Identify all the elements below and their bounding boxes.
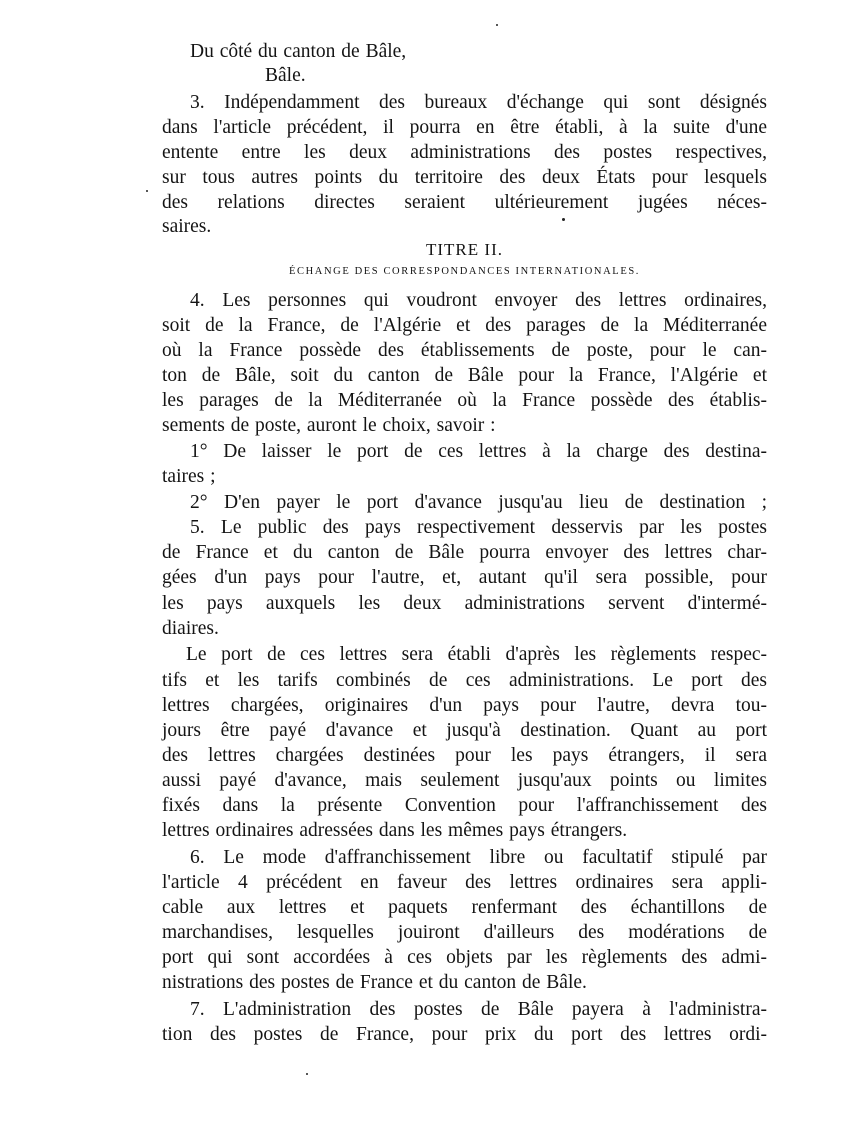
text-line: taires ; — [162, 466, 216, 487]
text-line: l'article 4 précédent en faveur des lettres ordinaires sera appli- — [162, 872, 767, 893]
text-line: soit de la France, de l'Algérie et des parages de la Méditerranée — [162, 315, 767, 336]
text-line: sements de poste, auront le choix, savoir : — [162, 415, 496, 436]
text-line: nistrations des postes de France et du canton de Bâle. — [162, 972, 587, 993]
text-line: 4. Les personnes qui voudront envoyer des lettres ordinaires, — [190, 290, 767, 311]
text-line: Bâle. — [265, 65, 306, 86]
text-line: Le port de ces lettres sera établi d'après les règlements respec- — [186, 644, 767, 665]
text-line: saires. — [162, 216, 212, 237]
text-line: entente entre les deux administrations des postes respectives, — [162, 142, 767, 163]
text-line: 3. Indépendamment des bureaux d'échange qui sont désignés — [190, 92, 767, 113]
text-line: fixés dans la présente Convention pour l'affranchissement des — [162, 795, 767, 816]
scan-speck — [146, 190, 148, 192]
text-line: les parages de la Méditerranée où la France possède des établis- — [162, 390, 767, 411]
text-line: lettres ordinaires adressées dans les mêmes pays étrangers. — [162, 820, 628, 841]
text-line: 2° D'en payer le port d'avance jusqu'au lieu de destination ; — [190, 492, 767, 513]
text-line: jours être payé d'avance et jusqu'à destination. Quant au port — [162, 720, 767, 741]
text-line: sur tous autres points du territoire des deux États pour lesquels — [162, 167, 767, 188]
text-line: diaires. — [162, 618, 219, 639]
text-line: port qui sont accordées à ces objets par les règlements des admi- — [162, 947, 767, 968]
text-line: dans l'article précédent, il pourra en être établi, à la suite d'une — [162, 117, 767, 138]
text-line: aussi payé d'avance, mais seulement jusqu'aux points ou limites — [162, 770, 767, 791]
text-line: 1° De laisser le port de ces lettres à la charge des destina- — [190, 441, 767, 462]
text-line: 7. L'administration des postes de Bâle payera à l'administra- — [190, 999, 767, 1020]
text-line: Du côté du canton de Bâle, — [190, 41, 407, 62]
text-line: 6. Le mode d'affranchissement libre ou facultatif stipulé par — [190, 847, 767, 868]
section-subtitle: ÉCHANGE DES CORRESPONDANCES INTERNATIONALES. — [289, 266, 640, 277]
text-line: des lettres chargées destinées pour les pays étrangers, il sera — [162, 745, 767, 766]
text-line: tifs et les tarifs combinés de ces administrations. Le port des — [162, 670, 767, 691]
text-line: gées d'un pays pour l'autre, et, autant qu'il sera possible, pour — [162, 567, 767, 588]
text-line: lettres chargées, originaires d'un pays pour l'autre, devra tou- — [162, 695, 767, 716]
section-title: TITRE II. — [426, 240, 503, 259]
text-line: des relations directes seraient ultérieurement jugées néces- — [162, 192, 767, 213]
scan-speck — [306, 1073, 308, 1075]
text-line: 5. Le public des pays respectivement desservis par les postes — [190, 517, 767, 538]
text-line: tion des postes de France, pour prix du port des lettres ordi- — [162, 1024, 767, 1045]
text-line: cable aux lettres et paquets renfermant des échantillons de — [162, 897, 767, 918]
text-line: les pays auxquels les deux administrations servent d'intermé- — [162, 593, 767, 614]
scan-speck — [496, 24, 498, 26]
text-line: où la France possède des établissements de poste, pour le can- — [162, 340, 767, 361]
text-line: marchandises, lesquelles jouiront d'ailleurs des modérations de — [162, 922, 767, 943]
text-line: ton de Bâle, soit du canton de Bâle pour la France, l'Algérie et — [162, 365, 767, 386]
text-line: de France et du canton de Bâle pourra envoyer des lettres char- — [162, 542, 767, 563]
